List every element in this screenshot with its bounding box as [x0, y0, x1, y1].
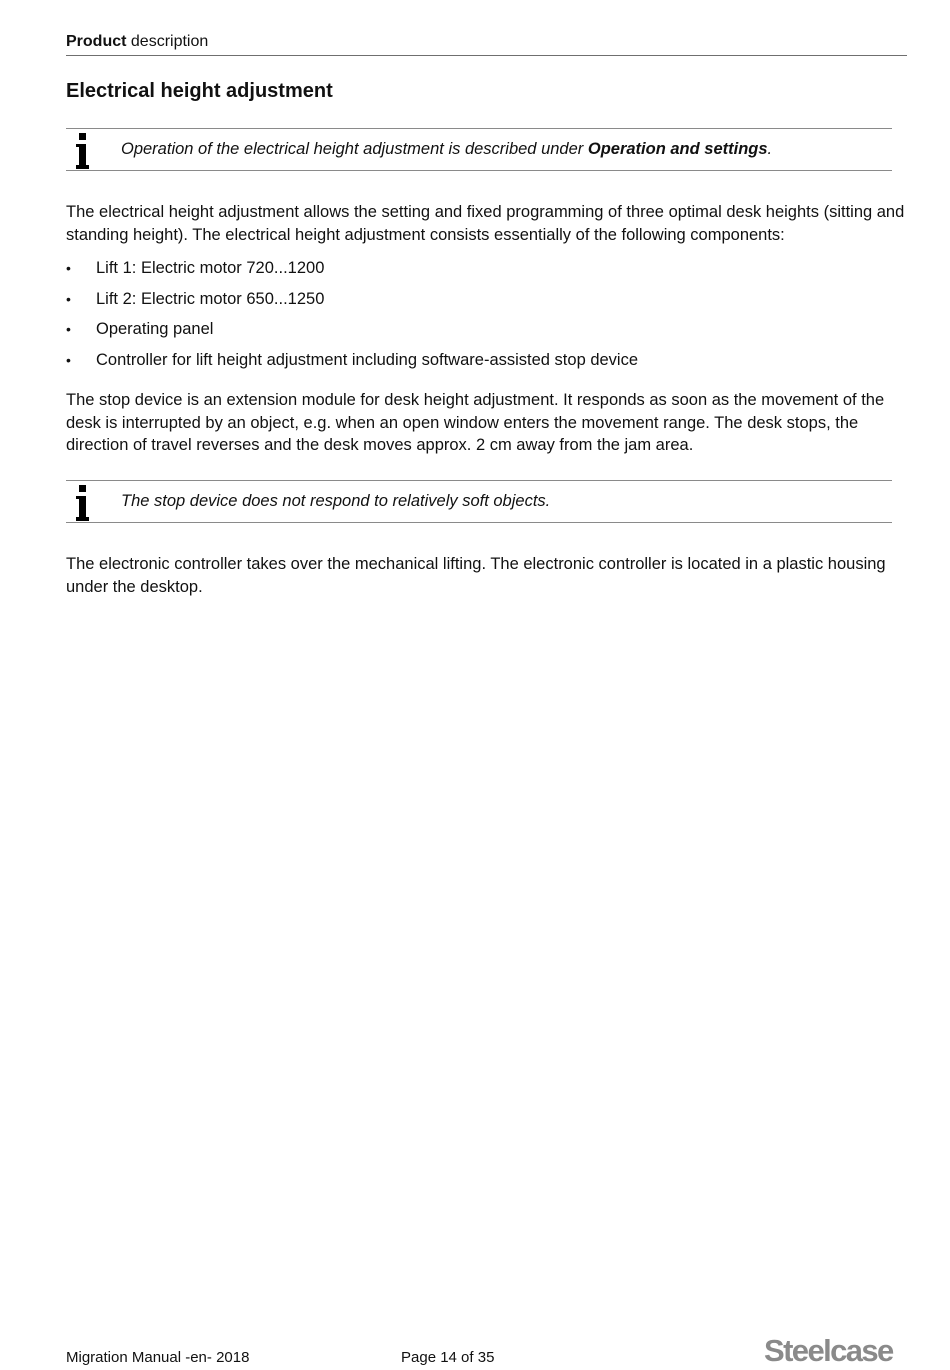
list-item-text: Lift 2: Electric motor 650...1250: [96, 289, 325, 308]
info-note-operation: [66, 128, 892, 171]
footer-page-number: Page 14 of 35: [401, 1349, 495, 1366]
info-note-text: [121, 139, 772, 159]
controller-paragraph: The electronic controller takes over the mechanical lifting. The electronic controller is located in a plastic housing under the desktop.: [66, 555, 886, 596]
note-text-before: Operation of the electrical height adjustment is described under: [121, 140, 588, 158]
note-link-operation-settings: Operation and settings: [587, 140, 768, 158]
info-note-text: The stop device does not respond to relatively soft objects.: [121, 492, 551, 510]
stop-device-paragraph: The stop device is an extension module for desk height adjustment. It responds as soon as the movement of the desk is interrupted by an object, e.g. when an open window enters the movement range. The desk stops, the direction of travel reverses and the desk moves approx. 2 cm away from the jam area.: [66, 391, 885, 454]
bullet-icon: •: [66, 290, 71, 307]
footer-manual-title: Migration Manual -en- 2018: [66, 1349, 250, 1366]
header-section-rest: description: [126, 33, 209, 50]
list-item: [66, 257, 906, 288]
list-item: [66, 318, 906, 349]
note-text-after: .: [767, 140, 773, 158]
info-icon: [74, 133, 90, 169]
info-icon: [74, 485, 90, 521]
list-item: [66, 349, 906, 380]
bullet-icon: •: [66, 321, 71, 337]
list-item: [66, 288, 906, 319]
list-item-text: Operating panel: [96, 320, 214, 338]
header-section-bold: Product: [66, 33, 127, 50]
info-note-stop-device: [66, 480, 892, 523]
page-title: Electrical height adjustment: [66, 80, 333, 102]
page-header: [66, 32, 907, 56]
intro-paragraph: The electrical height adjustment allows the setting and fixed programming of three optimal desk heights (sitting and standing height). The electrical height adjustment consists essentially of the following components:: [66, 203, 905, 244]
components-list: [66, 257, 906, 379]
bullet-icon: •: [66, 351, 71, 368]
steelcase-logo: Steelcase: [764, 1333, 893, 1368]
list-item-text: Controller for lift height adjustment including software-assisted stop device: [96, 350, 639, 369]
bullet-icon: •: [66, 260, 71, 276]
list-item-text: Lift 1: Electric motor 720...1200: [96, 259, 325, 277]
